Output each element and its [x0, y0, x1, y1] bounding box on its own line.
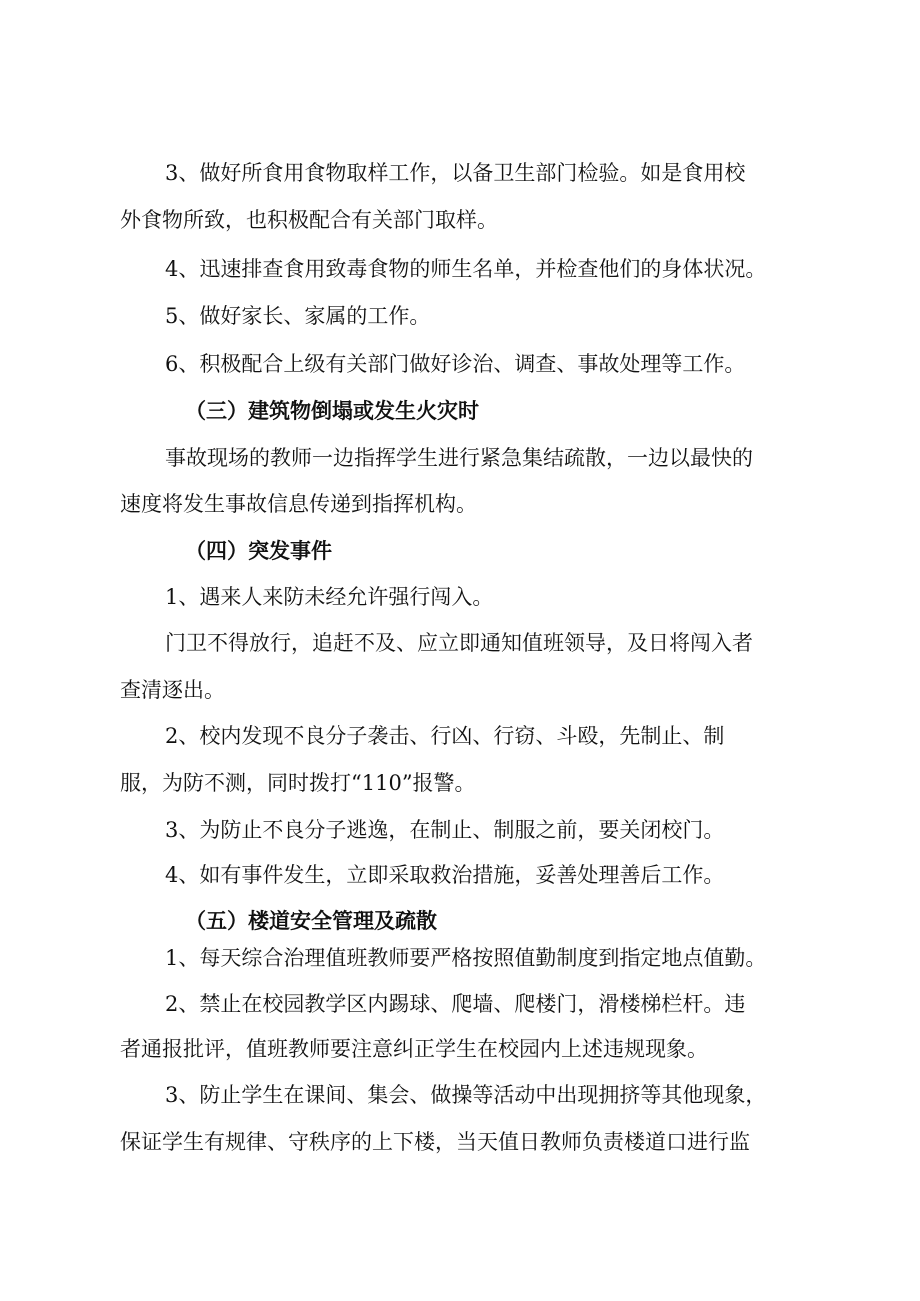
paragraph-line: 3、做好所食用食物取样工作，以备卫生部门检验。如是食用校	[165, 161, 746, 185]
paragraph-line: 2、禁止在校园教学区内踢球、爬墙、爬楼门，滑楼梯栏杆。违	[165, 992, 746, 1016]
paragraph-line: 5、做好家长、家属的工作。	[165, 304, 431, 328]
section-heading: （三）建筑物倒塌或发生火灾时	[185, 399, 479, 423]
paragraph-line: 1、遇来人来防未经允许强行闯入。	[165, 585, 494, 609]
paragraph-line: 2、校内发现不良分子袭击、行凶、行窃、斗殴，先制止、制	[165, 724, 725, 748]
section-heading: （四）突发事件	[185, 539, 332, 563]
paragraph-line: 者通报批评，值班教师要注意纠正学生在校园内上述违规现象。	[120, 1037, 708, 1061]
paragraph-line: 速度将发生事故信息传递到指挥机构。	[120, 492, 477, 516]
paragraph-line: 4、迅速排查食用致毒食物的师生名单，并检查他们的身体状况。	[165, 257, 767, 281]
paragraph-line: 查清逐出。	[120, 678, 225, 702]
paragraph-line: 事故现场的教师一边指挥学生进行紧急集结疏散，一边以最快的	[165, 446, 753, 470]
paragraph-line: 门卫不得放行，追赶不及、应立即通知值班领导，及日将闯入者	[165, 631, 753, 655]
paragraph-line: 4、如有事件发生，立即采取救治措施，妥善处理善后工作。	[165, 863, 725, 887]
paragraph-line: 外食物所致，也积极配合有关部门取样。	[120, 208, 498, 232]
paragraph-line: 1、每天综合治理值班教师要严格按照值勤制度到指定地点值勤。	[165, 946, 767, 970]
paragraph-line: 3、为防止不良分子逃逸，在制止、制服之前，要关闭校门。	[165, 818, 725, 842]
paragraph-line: 保证学生有规律、守秩序的上下楼，当天值日教师负责楼道口进行监	[120, 1130, 750, 1154]
paragraph-line: 6、积极配合上级有关部门做好诊治、调查、事故处理等工作。	[165, 352, 746, 376]
paragraph-line: 3、防止学生在课间、集会、做操等活动中出现拥挤等其他现象，	[165, 1083, 767, 1107]
section-heading: （五）楼道安全管理及疏散	[185, 909, 437, 933]
paragraph-line: 服，为防不测，同时拨打“110”报警。	[120, 771, 476, 795]
